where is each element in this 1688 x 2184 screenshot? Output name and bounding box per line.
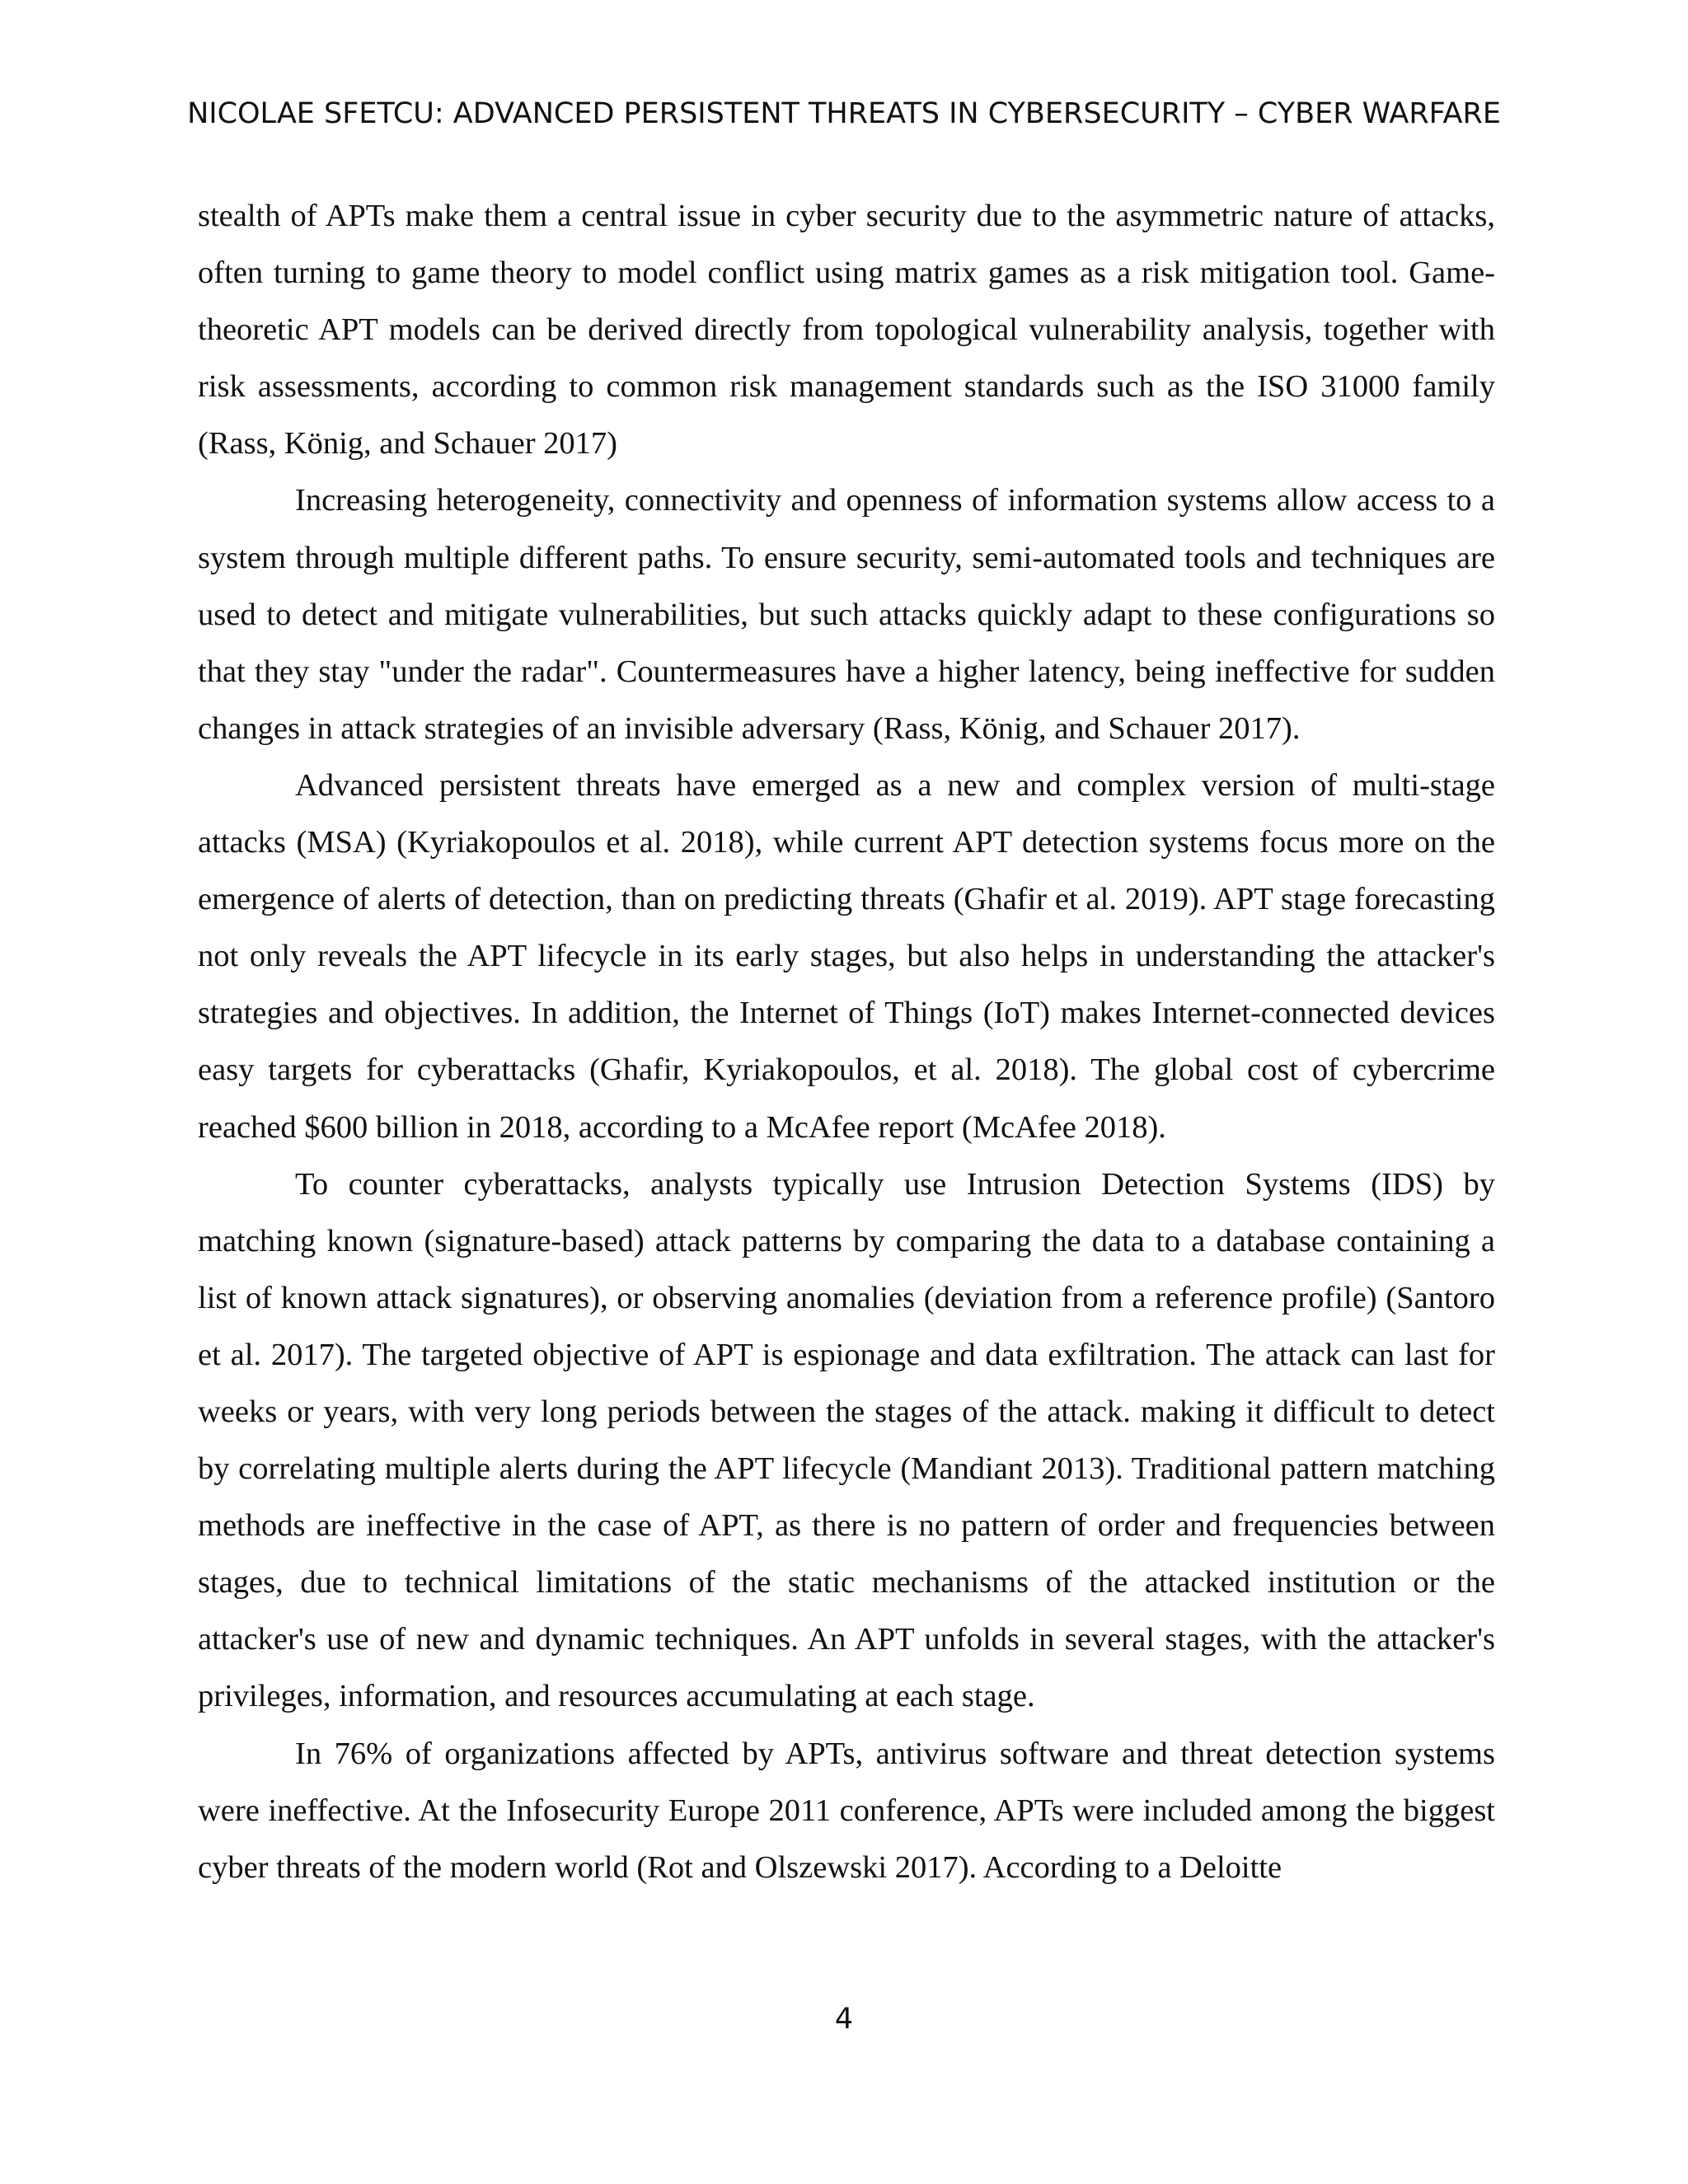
paragraph-multi-stage-attacks: Advanced persistent threats have emerged as a new and complex version of multi-stage attacks (MSA) (Kyriakopoulos et al. 2018), while current APT detection systems focus more on the emergence of alerts of detection, than on predicting threats (Ghafir et al. 2019). APT stage forecasting not only reveals the APT lifecycle in its early stages, but also helps in understanding the attacker's strategies and objectives. In addition, the Internet of Things (IoT) makes Internet-connected devices easy targets for cyberattacks (Ghafir, Kyriakopoulos, et al. 2018). The global cost of cybercrime reached $600 billion in 2018, according to a McAfee report (McAfee 2018). bbox=[198, 767, 1495, 1145]
paragraph-heterogeneity: Increasing heterogeneity, connectivity and openness of information systems allow access to a system through multiple different paths. To ensure security, semi-automated tools and techniques are used to detect and mitigate vulnerabilities, but such attacks quickly adapt to these configurations so that they stay "under the radar". Countermeasures have a higher latency, being ineffective for sudden changes in attack strategies of an invisible adversary (Rass, König, and Schauer 2017). bbox=[198, 483, 1495, 746]
paragraph-intrusion-detection: To counter cyberattacks, analysts typically use Intrusion Detection Systems (IDS) by matching known (signature-based) attack patterns by comparing the data to a database containing a list of known attack signatures), or observing anomalies (deviation from a reference profile) (Santoro et al. 2017). The targeted objective of APT is espionage and data exfiltration. The attack can last for weeks or years, with very long periods between the stages of the attack. making it difficult to detect by correlating multiple alerts during the APT lifecycle (Mandiant 2013). Traditional pattern matching methods are ineffective in the case of APT, as there is no pattern of order and frequencies between stages, due to technical limitations of the static mechanisms of the attacked institution or the attacker's use of new and dynamic techniques. An APT unfolds in several stages, with the attacker's privileges, information, and resources accumulating at each stage. bbox=[198, 1166, 1495, 1714]
body-text bbox=[198, 188, 1495, 1896]
page-number: 4 bbox=[834, 2003, 854, 2036]
running-header: NICOLAE SFETCU: ADVANCED PERSISTENT THREATS IN CYBERSECURITY – CYBER WARFARE bbox=[187, 97, 1501, 130]
paragraph-antivirus-ineffective: In 76% of organizations affected by APTs, antivirus software and threat detection systems were ineffective. At the Infosecurity Europe 2011 conference, APTs were included among the biggest cyber threats of the modern world (Rot and Olszewski 2017). According to a Deloitte bbox=[198, 1736, 1495, 1885]
paragraph-continued: stealth of APTs make them a central issue in cyber security due to the asymmetric nature of attacks, often turning to game theory to model conflict using matrix games as a risk mitigation tool. Game-theoretic APT models can be derived directly from topological vulnerability analysis, together with risk assessments, according to common risk management standards such as the ISO 31000 family (Rass, König, and Schauer 2017) bbox=[198, 199, 1495, 462]
